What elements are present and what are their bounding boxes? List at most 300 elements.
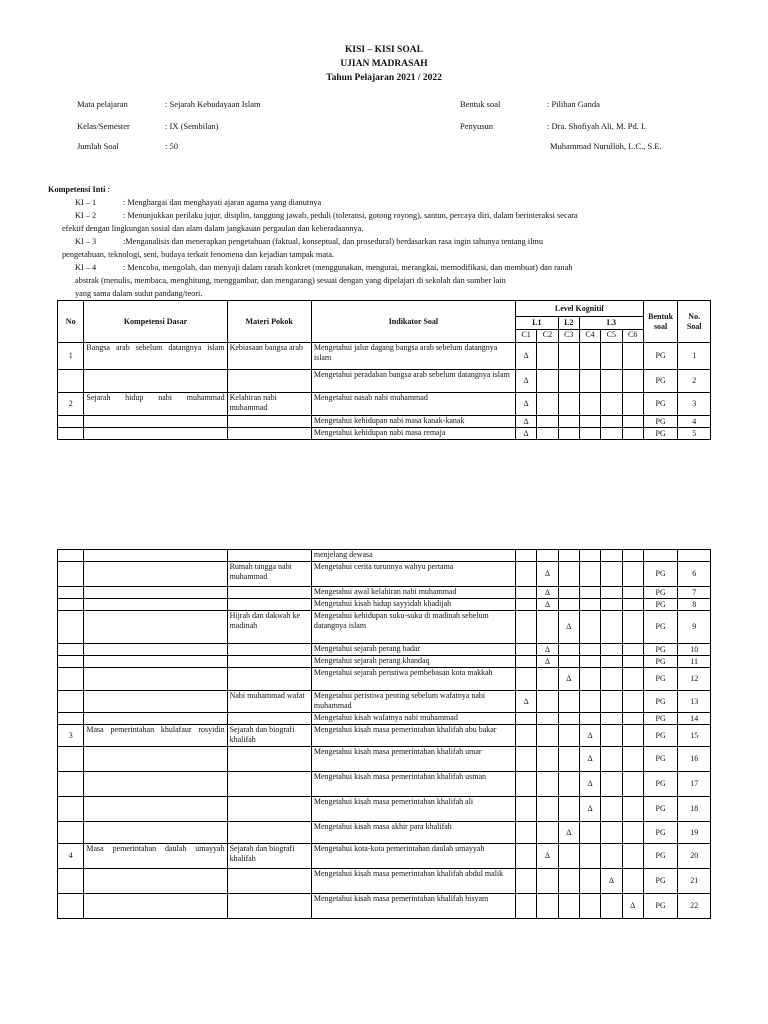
cell-level-c6: [622, 416, 643, 428]
cell-bentuk-soal: PG: [643, 343, 678, 370]
cell-level-c4: Δ: [579, 747, 600, 772]
doc-title: KISI – KISI SOAL: [345, 45, 423, 55]
cell-level-c1: Δ: [515, 393, 536, 416]
cell-no: 2: [58, 393, 84, 416]
cell-no: [58, 656, 84, 668]
cell-level-c2: Δ: [537, 644, 558, 656]
cell-level-c3: [558, 894, 579, 919]
cell-level-c3: [558, 747, 579, 772]
cell-no: [58, 668, 84, 691]
cell-no-soal: 3: [678, 393, 711, 416]
cell-materi-pokok: Hijrah dan dakwah ke madinah: [227, 611, 311, 644]
table-row: [58, 656, 711, 668]
ki3-text: :Menganalisis dan menerapkan pengetahuan (faktual, konseptual, dan prosedural) berdasarkan rasa ingin tahunya tentang ilmu: [123, 237, 544, 246]
th-c3: C3: [558, 330, 579, 343]
cell-materi-pokok: Rumah tangga nabi muhammad: [227, 562, 311, 587]
cell-level-c3: [558, 713, 579, 725]
table-row: [58, 797, 711, 822]
cell-kompetensi-dasar: Masa pemerintahan daulah umayyah: [84, 844, 227, 869]
cell-indikator: Mengetahui kisah hidup sayyidah khadijah: [311, 599, 515, 611]
cell-no-soal: 9: [678, 611, 711, 644]
doc-year: Tahun Pelajaran 2021 / 2022: [326, 73, 442, 83]
cell-level-c1: [515, 869, 536, 894]
cell-level-c5: [601, 844, 622, 869]
meta-value-subject: : Sejarah Kebudayaan Islam: [165, 99, 261, 109]
cell-indikator: Mengetahui kisah masa akhir para khalifah: [311, 822, 515, 844]
meta-label-count: Jumlah Soal: [77, 141, 119, 151]
cell-level-c1: Δ: [515, 416, 536, 428]
cell-no-soal: 10: [678, 644, 711, 656]
cell-no-soal: 18: [678, 797, 711, 822]
table-row: [58, 725, 711, 747]
cell-level-c3: [558, 869, 579, 894]
cell-bentuk-soal: PG: [643, 668, 678, 691]
meta-value-author: : Dra. Shofiyah Ali, M. Pd. I.: [547, 121, 646, 131]
cell-level-c6: [622, 343, 643, 370]
kisi-table-2: [57, 549, 711, 919]
cell-level-c3: [558, 587, 579, 599]
cell-no-soal: 19: [678, 822, 711, 844]
cell-materi-pokok: [227, 894, 311, 919]
cell-bentuk-soal: PG: [643, 844, 678, 869]
cell-no: 4: [58, 844, 84, 869]
th-bentuk-soal: [643, 301, 678, 343]
cell-level-c4: [579, 611, 600, 644]
table-row: [58, 416, 711, 428]
cell-kompetensi-dasar: [84, 644, 227, 656]
cell-level-c2: [537, 393, 558, 416]
cell-level-c5: [601, 393, 622, 416]
cell-level-c3: [558, 550, 579, 562]
meta-label-subject: Mata pelajaran: [77, 99, 128, 109]
cell-level-c4: Δ: [579, 797, 600, 822]
cell-no-soal: 17: [678, 772, 711, 797]
th-nosoal-line1: No.: [688, 311, 701, 321]
ki3-text-cont: pengetahuan, teknologi, seni, budaya terkait fenomena dan kejadian tampak mata.: [62, 250, 335, 259]
th-bentuk-line2: soal: [653, 321, 668, 331]
cell-bentuk-soal: PG: [643, 611, 678, 644]
cell-level-c6: [622, 747, 643, 772]
cell-materi-pokok: Kelahiran nabi muhammad: [227, 393, 311, 416]
cell-level-c2: [537, 691, 558, 713]
cell-bentuk-soal: PG: [643, 772, 678, 797]
cell-no-soal: 2: [678, 370, 711, 393]
cell-bentuk-soal: PG: [643, 894, 678, 919]
cell-kompetensi-dasar: [84, 599, 227, 611]
kisi-table-1: [57, 300, 711, 440]
cell-level-c2: Δ: [537, 656, 558, 668]
table-row: [58, 562, 711, 587]
cell-level-c2: [537, 869, 558, 894]
cell-level-c4: [579, 713, 600, 725]
cell-materi-pokok: [227, 797, 311, 822]
cell-no: [58, 747, 84, 772]
cell-level-c2: Δ: [537, 562, 558, 587]
table-row: [58, 599, 711, 611]
cell-materi-pokok: [227, 747, 311, 772]
cell-level-c5: [601, 747, 622, 772]
table-row: [58, 844, 711, 869]
cell-level-c1: [515, 656, 536, 668]
cell-indikator: Mengetahui kisah masa pemerintahan khalifah umar: [311, 747, 515, 772]
ki-title: Kompetensi Inti: [48, 185, 106, 194]
cell-level-c3: Δ: [558, 611, 579, 644]
cell-level-c1: [515, 844, 536, 869]
cell-no: [58, 869, 84, 894]
cell-level-c6: [622, 691, 643, 713]
cell-level-c5: [601, 772, 622, 797]
cell-kompetensi-dasar: [84, 869, 227, 894]
cell-level-c1: [515, 668, 536, 691]
cell-level-c1: Δ: [515, 428, 536, 440]
cell-bentuk-soal: PG: [643, 562, 678, 587]
cell-materi-pokok: [227, 416, 311, 428]
cell-level-c4: Δ: [579, 725, 600, 747]
cell-kompetensi-dasar: [84, 894, 227, 919]
cell-level-c6: [622, 611, 643, 644]
cell-materi-pokok: [227, 550, 311, 562]
cell-level-c5: [601, 822, 622, 844]
cell-kompetensi-dasar: [84, 550, 227, 562]
cell-no: [58, 562, 84, 587]
table-row: [58, 611, 711, 644]
meta-value-count: : 50: [165, 141, 178, 151]
kompetensi-inti: [48, 183, 688, 300]
cell-level-c5: [601, 725, 622, 747]
cell-level-c1: [515, 747, 536, 772]
cell-kompetensi-dasar: [84, 668, 227, 691]
cell-kompetensi-dasar: [84, 428, 227, 440]
ki3-code: KI – 3: [75, 237, 97, 246]
cell-kompetensi-dasar: [84, 587, 227, 599]
th-no: No: [58, 301, 84, 343]
cell-materi-pokok: [227, 587, 311, 599]
cell-level-c4: [579, 428, 600, 440]
cell-kompetensi-dasar: [84, 691, 227, 713]
cell-indikator: Mengetahui jalur dagang bangsa arab sebelum datangnya islam: [311, 343, 515, 370]
table-row: [58, 587, 711, 599]
cell-level-c1: Δ: [515, 343, 536, 370]
cell-level-c6: [622, 393, 643, 416]
cell-level-c2: [537, 668, 558, 691]
cell-kompetensi-dasar: [84, 713, 227, 725]
cell-no-soal: [678, 550, 711, 562]
cell-level-c2: Δ: [537, 587, 558, 599]
th-c4: C4: [579, 330, 600, 343]
cell-level-c4: [579, 644, 600, 656]
cell-level-c6: [622, 562, 643, 587]
cell-level-c6: [622, 587, 643, 599]
cell-level-c1: [515, 822, 536, 844]
cell-level-c5: [601, 587, 622, 599]
th-l1: L1: [515, 317, 558, 330]
cell-level-c5: [601, 416, 622, 428]
cell-indikator: Mengetahui nasab nabi muhammad: [311, 393, 515, 416]
cell-level-c3: [558, 370, 579, 393]
cell-bentuk-soal: PG: [643, 644, 678, 656]
doc-subtitle: UJIAN MADRASAH: [340, 59, 428, 69]
th-no-soal: [678, 301, 711, 343]
cell-no-soal: 22: [678, 894, 711, 919]
cell-level-c1: [515, 797, 536, 822]
cell-materi-pokok: [227, 370, 311, 393]
cell-level-c6: [622, 656, 643, 668]
cell-level-c5: [601, 550, 622, 562]
cell-materi-pokok: Nabi muhammad wafat: [227, 691, 311, 713]
cell-level-c6: [622, 844, 643, 869]
ki2-code: KI – 2: [75, 211, 97, 220]
cell-level-c2: [537, 747, 558, 772]
cell-level-c6: [622, 550, 643, 562]
cell-no-soal: 12: [678, 668, 711, 691]
cell-level-c2: [537, 713, 558, 725]
cell-no-soal: 20: [678, 844, 711, 869]
cell-no: [58, 894, 84, 919]
th-level-kognitif: Level Kognitif: [515, 301, 643, 317]
cell-level-c4: [579, 550, 600, 562]
cell-level-c3: [558, 562, 579, 587]
cell-level-c6: [622, 668, 643, 691]
cell-level-c2: [537, 370, 558, 393]
cell-materi-pokok: [227, 599, 311, 611]
cell-indikator: Mengetahui kehidupan nabi masa kanak-kanak: [311, 416, 515, 428]
cell-indikator: Mengetahui peristiwa penting sebelum wafatnya nabi muhammad: [311, 691, 515, 713]
cell-no: [58, 550, 84, 562]
cell-materi-pokok: Kebiasaan bangsa arab: [227, 343, 311, 370]
ki1-text: : Menghargai dan menghayati ajaran agama yang dianutnya: [123, 198, 322, 207]
th-l3: L3: [579, 317, 643, 330]
table-row: [58, 747, 711, 772]
th-c2: C2: [537, 330, 558, 343]
cell-indikator: Mengetahui sejarah perang badar: [311, 644, 515, 656]
table-row: [58, 393, 711, 416]
cell-level-c3: [558, 416, 579, 428]
cell-level-c2: Δ: [537, 599, 558, 611]
cell-bentuk-soal: PG: [643, 713, 678, 725]
cell-level-c1: [515, 713, 536, 725]
cell-level-c3: Δ: [558, 668, 579, 691]
th-nosoal-line2: Soal: [686, 321, 702, 331]
cell-level-c1: [515, 587, 536, 599]
meta-value-form: : Pilihan Ganda: [547, 99, 600, 109]
cell-indikator: Mengetahui kisah masa pemerintahan khalifah ali: [311, 797, 515, 822]
cell-level-c4: [579, 562, 600, 587]
meta-label-class: Kelas/Semester: [77, 121, 130, 131]
cell-level-c6: [622, 713, 643, 725]
th-indikator-soal: Indikator Soal: [311, 301, 515, 343]
cell-level-c1: [515, 894, 536, 919]
cell-indikator: Mengetahui kisah masa pemerintahan khalifah usman: [311, 772, 515, 797]
cell-materi-pokok: [227, 772, 311, 797]
table-row: [58, 869, 711, 894]
cell-indikator: Mengetahui sejarah peristiwa pembebasan kota makkah: [311, 668, 515, 691]
cell-materi-pokok: [227, 822, 311, 844]
cell-materi-pokok: [227, 644, 311, 656]
cell-kompetensi-dasar: Masa pemerintahan khulafaur rosyidin: [84, 725, 227, 747]
ki4-text: : Mencoba, mengolah, dan menyaji dalam ranah konkret (menggunakan, mengurai, merangkai, memodifikasi, dan membuat) dan ranah: [123, 263, 573, 272]
cell-bentuk-soal: [643, 550, 678, 562]
cell-no: [58, 587, 84, 599]
cell-level-c6: [622, 797, 643, 822]
cell-bentuk-soal: PG: [643, 691, 678, 713]
cell-bentuk-soal: PG: [643, 797, 678, 822]
cell-level-c2: Δ: [537, 844, 558, 869]
cell-no: [58, 428, 84, 440]
cell-indikator: menjelang dewasa: [311, 550, 515, 562]
cell-no-soal: 16: [678, 747, 711, 772]
cell-bentuk-soal: PG: [643, 393, 678, 416]
cell-level-c5: [601, 562, 622, 587]
cell-level-c5: [601, 343, 622, 370]
cell-kompetensi-dasar: [84, 822, 227, 844]
cell-bentuk-soal: PG: [643, 747, 678, 772]
cell-level-c5: Δ: [601, 869, 622, 894]
cell-no-soal: 14: [678, 713, 711, 725]
table-row: [58, 691, 711, 713]
cell-no: [58, 370, 84, 393]
th-c6: C6: [622, 330, 643, 343]
cell-level-c4: [579, 370, 600, 393]
cell-level-c4: [579, 393, 600, 416]
cell-level-c5: [601, 611, 622, 644]
cell-level-c5: [601, 656, 622, 668]
cell-materi-pokok: [227, 869, 311, 894]
cell-indikator: Mengetahui awal kelahiran nabi muhammad: [311, 587, 515, 599]
ki1-code: KI – 1: [75, 198, 97, 207]
cell-level-c3: [558, 343, 579, 370]
cell-bentuk-soal: PG: [643, 370, 678, 393]
cell-level-c3: [558, 691, 579, 713]
ki2-text-cont: efektif dengan lingkungan sosial dan alam dalam jangkauan pergaulan dan keberadaannya.: [62, 224, 364, 233]
cell-level-c2: [537, 797, 558, 822]
ki4-text-cont: abstrak (menulis, membaca, menghitung, menggambar, dan mengarang) sesuai dengan yang dipelajari di sekolah dan sumber lain: [75, 276, 506, 285]
meta-value-author2: Muhammad Nurulloh, L.C., S.E.: [550, 141, 662, 151]
cell-materi-pokok: [227, 713, 311, 725]
cell-level-c3: [558, 772, 579, 797]
table-row: [58, 370, 711, 393]
cell-no-soal: 4: [678, 416, 711, 428]
cell-kompetensi-dasar: [84, 611, 227, 644]
cell-materi-pokok: [227, 656, 311, 668]
ki4-code: KI – 4: [75, 263, 97, 272]
cell-indikator: Mengetahui kisah masa pemerintahan khalifah abu bakar: [311, 725, 515, 747]
table-row: [58, 668, 711, 691]
cell-materi-pokok: [227, 668, 311, 691]
cell-level-c1: [515, 772, 536, 797]
cell-level-c5: [601, 370, 622, 393]
cell-kompetensi-dasar: Bangsa arab sebelum datangnya islam: [84, 343, 227, 370]
cell-kompetensi-dasar: [84, 797, 227, 822]
cell-bentuk-soal: PG: [643, 416, 678, 428]
cell-indikator: Mengetahui kisah wafatnya nabi muhammad: [311, 713, 515, 725]
cell-level-c2: [537, 611, 558, 644]
cell-level-c3: [558, 656, 579, 668]
meta-value-class: : IX (Sembilan): [165, 121, 219, 131]
cell-level-c5: [601, 428, 622, 440]
cell-level-c4: [579, 822, 600, 844]
th-materi-pokok: Materi Pokok: [227, 301, 311, 343]
cell-no: [58, 416, 84, 428]
cell-indikator: Mengetahui kisah masa pemerintahan khalifah hisyam: [311, 894, 515, 919]
ki4-text-cont2: yang sama dalam sudut pandang/teori.: [75, 289, 203, 298]
meta-label-form: Bentuk soal: [460, 99, 501, 109]
cell-level-c4: [579, 668, 600, 691]
cell-level-c6: [622, 428, 643, 440]
cell-level-c6: [622, 772, 643, 797]
cell-no-soal: 21: [678, 869, 711, 894]
cell-level-c4: Δ: [579, 772, 600, 797]
cell-no: [58, 772, 84, 797]
cell-level-c5: [601, 713, 622, 725]
cell-level-c6: [622, 725, 643, 747]
cell-kompetensi-dasar: [84, 747, 227, 772]
cell-no-soal: 15: [678, 725, 711, 747]
cell-bentuk-soal: PG: [643, 599, 678, 611]
table-row: [58, 644, 711, 656]
cell-level-c4: [579, 656, 600, 668]
cell-level-c3: Δ: [558, 822, 579, 844]
cell-level-c4: [579, 343, 600, 370]
cell-indikator: Mengetahui peradaban bangsa arab sebelum datangnya islam: [311, 370, 515, 393]
cell-indikator: Mengetahui cerita turunnya wahyu pertama: [311, 562, 515, 587]
cell-materi-pokok: [227, 428, 311, 440]
cell-level-c1: [515, 599, 536, 611]
cell-kompetensi-dasar: [84, 370, 227, 393]
cell-bentuk-soal: PG: [643, 656, 678, 668]
cell-level-c1: [515, 550, 536, 562]
cell-no: [58, 822, 84, 844]
th-bentuk-line1: Bentuk: [648, 311, 674, 321]
cell-level-c2: [537, 822, 558, 844]
table-row: [58, 894, 711, 919]
cell-level-c1: [515, 562, 536, 587]
cell-no-soal: 5: [678, 428, 711, 440]
cell-level-c4: [579, 416, 600, 428]
cell-level-c1: [515, 644, 536, 656]
cell-no-soal: 13: [678, 691, 711, 713]
th-c1: C1: [515, 330, 536, 343]
cell-level-c6: [622, 599, 643, 611]
table-row: [58, 772, 711, 797]
cell-level-c2: [537, 772, 558, 797]
cell-materi-pokok: Sejarah dan biografi khalifah: [227, 844, 311, 869]
cell-level-c4: [579, 587, 600, 599]
cell-no-soal: 8: [678, 599, 711, 611]
cell-no: [58, 691, 84, 713]
cell-level-c3: [558, 644, 579, 656]
cell-level-c1: [515, 725, 536, 747]
cell-bentuk-soal: PG: [643, 725, 678, 747]
cell-level-c3: [558, 393, 579, 416]
cell-level-c6: [622, 869, 643, 894]
cell-no: [58, 599, 84, 611]
cell-no: [58, 713, 84, 725]
cell-level-c4: [579, 869, 600, 894]
cell-level-c1: Δ: [515, 691, 536, 713]
cell-level-c6: [622, 370, 643, 393]
ki-title-colon: :: [105, 185, 110, 194]
cell-bentuk-soal: PG: [643, 428, 678, 440]
cell-indikator: Mengetahui sejarah perang khandaq: [311, 656, 515, 668]
cell-no-soal: 1: [678, 343, 711, 370]
cell-level-c4: [579, 599, 600, 611]
cell-level-c3: [558, 428, 579, 440]
cell-bentuk-soal: PG: [643, 587, 678, 599]
cell-bentuk-soal: PG: [643, 822, 678, 844]
cell-level-c6: Δ: [622, 894, 643, 919]
cell-level-c4: [579, 894, 600, 919]
cell-kompetensi-dasar: [84, 562, 227, 587]
